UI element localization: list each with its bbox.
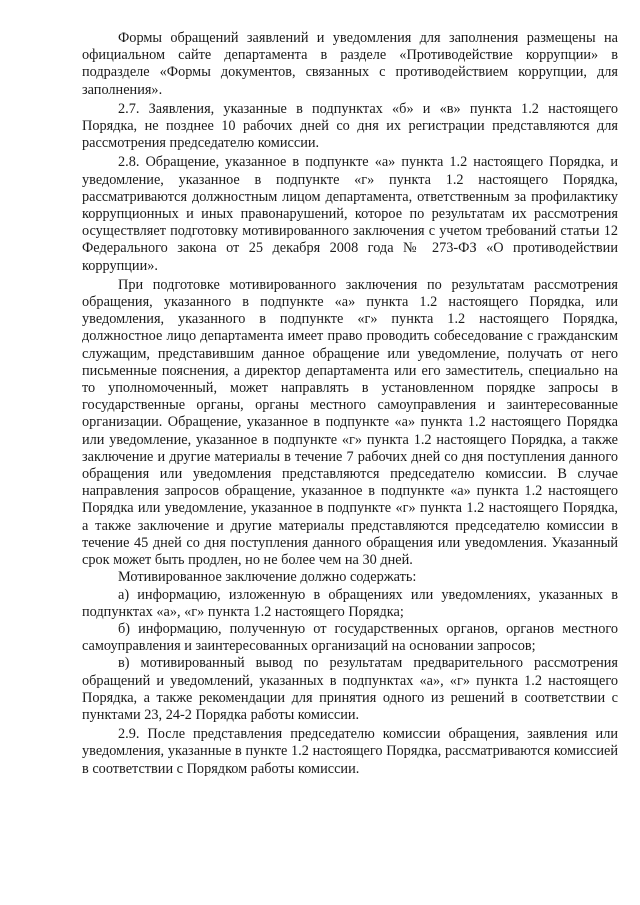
paragraph-forms-info: Формы обращений заявлений и уведомления для заполнения размещены на официальном сайте департамента в разделе «Противодействие коррупции» в подразделе «Формы документов, связанных с противодействием коррупции, для заполнения». [82,30,618,98]
paragraph-conclusion-contents-intro: Мотивированное заключение должно содержать: [118,569,417,586]
list-item-v: в) мотивированный вывод по результатам предварительного рассмотрения обращений и уведомлений, указанных в подпунктах «а», «г» пункта 1.2 настоящего Порядка, а также рекомендации для принятия одного из решений в соответствии с пунктами 23, 24-2 Порядка работы комиссии. [82,655,618,723]
paragraph-motivated-conclusion-preparation: При подготовке мотивированного заключения по результатам рассмотрения обращения, указанного в подпункте «а» пункта 1.2 настоящего Порядка, или уведомления, указанного в подпункте «г» пункта 1.2 настоящего Порядка, должностное лицо департамента имеет право проводить собеседование с гражданским служащим, представившим данное обращение или уведомление, получать от него письменные пояснения, а директор департамента или его заместитель, специально на то уполномоченный, может направлять в установленном порядке запросы в государственные органы, органы местного самоуправления и заинтересованные организации. Обращение, указанное в подпункте «а» пункта 1.2 настоящего Порядка или уведомление, указанное в подпункте «г» пункта 1.2 настоящего Порядка, а также заключение и другие материалы в течение 7 рабочих дней со дня поступления данного обращения или уведомления представляются председателю комиссии. В случае направления запросов обращение, указанное в подпункте «а» пункта 1.2 настоящего Порядка или уведомление, указанное в подпункте «г» пункта 1.2 настоящего Порядка, а также заключение и другие материалы представляются председателю комиссии в течение 45 дней со дня поступления данного обращения или уведомления. Указанный срок может быть продлен, но не более чем на 30 дней. [82,276,618,569]
paragraph-2-7: 2.7. Заявления, указанные в подпунктах «б» и «в» пункта 1.2 настоящего Порядка, не позднее 10 рабочих дней со дня их регистрации представляются для рассмотрения председателю комиссии. [82,100,618,152]
list-item-b: б) информацию, полученную от государственных органов, органов местного самоуправления и заинтересованных организаций на основании запросов; [82,620,618,655]
paragraph-2-9: 2.9. После представления председателю комиссии обращения, заявления или уведомления, указанные в пункте 1.2 настоящего Порядка, рассматриваются комиссией в соответствии с Порядком работы комиссии. [82,726,618,777]
paragraph-2-8: 2.8. Обращение, указанное в подпункте «а» пункта 1.2 настоящего Порядка, и уведомление, указанное в подпункте «г» пункта 1.2 настоящего Порядка, рассматриваются должностным лицом департамента, ответственным за профилактику коррупционных и иных правонарушений, которое по результатам их рассмотрения осуществляет подготовку мотивированного заключения с учетом требований статьи 12 Федерального закона от 25 декабря 2008 года № 273-ФЗ «О противодействии коррупции». [82,154,618,274]
list-item-a: а) информацию, изложенную в обращениях или уведомлениях, указанных в подпунктах «а», «г» пункта 1.2 настоящего Порядка; [82,586,618,620]
